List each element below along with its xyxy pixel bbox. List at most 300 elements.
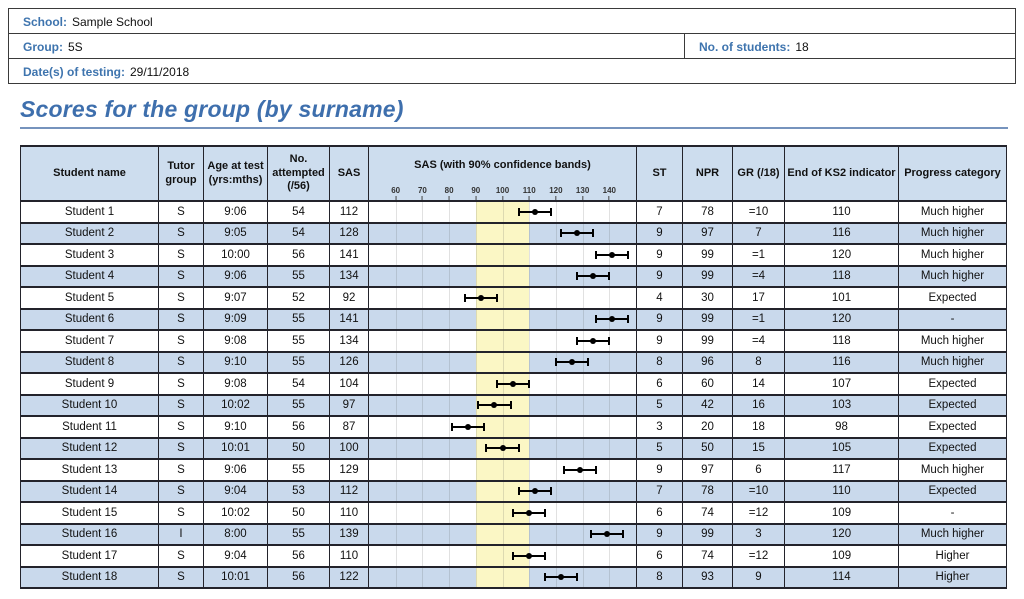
gridline-130 — [583, 310, 584, 330]
confidence-upper-cap — [518, 444, 520, 452]
gridline-130 — [583, 288, 584, 308]
st-cell: 6 — [637, 545, 683, 567]
ks2-indicator-cell: 109 — [785, 545, 899, 567]
tutor-group-cell: S — [159, 481, 204, 503]
sas-confidence-chart-cell — [369, 244, 637, 266]
sas-cell: 110 — [330, 502, 369, 524]
tutor-group-cell: S — [159, 395, 204, 417]
progress-category-cell: Much higher — [899, 223, 1007, 245]
sas-confidence-chart-cell — [369, 438, 637, 460]
npr-cell: 97 — [683, 459, 733, 481]
gridline-100 — [503, 503, 504, 523]
table-row — [21, 459, 1007, 481]
confidence-upper-cap — [592, 229, 594, 237]
sas-cell: 134 — [330, 330, 369, 352]
gridline-90 — [476, 245, 477, 265]
table-row — [21, 545, 1007, 567]
progress-category-cell: Expected — [899, 287, 1007, 309]
confidence-upper-cap — [510, 401, 512, 409]
gridline-90 — [476, 460, 477, 480]
gridline-90 — [476, 525, 477, 545]
confidence-upper-cap — [627, 251, 629, 259]
npr-cell: 99 — [683, 524, 733, 546]
gridline-120 — [556, 546, 557, 566]
axis-tick-70: 70 — [418, 187, 427, 200]
gridline-130 — [583, 503, 584, 523]
axis-tick-90: 90 — [471, 187, 480, 200]
sas-point-dot — [577, 467, 583, 473]
gridline-120 — [556, 245, 557, 265]
gridline-60 — [396, 224, 397, 244]
gridline-60 — [396, 245, 397, 265]
gridline-70 — [422, 568, 423, 588]
gridline-80 — [449, 245, 450, 265]
page-title: Scores for the group (by surname) — [20, 96, 404, 122]
sas-confidence-chart-cell — [369, 287, 637, 309]
sas-cell: 141 — [330, 244, 369, 266]
no-attempted-cell: 55 — [268, 459, 330, 481]
table-row — [21, 352, 1007, 374]
st-cell: 7 — [637, 481, 683, 503]
axis-tick-110: 110 — [523, 187, 536, 200]
progress-category-cell: Much higher — [899, 352, 1007, 374]
confidence-lower-cap — [496, 380, 498, 388]
student-name-cell: Student 1 — [21, 201, 159, 223]
sas-cell: 128 — [330, 223, 369, 245]
gr-cell: 18 — [733, 416, 785, 438]
table-row — [21, 373, 1007, 395]
sas-point-dot — [604, 531, 610, 537]
age-at-test-cell: 9:04 — [204, 481, 268, 503]
gridline-110 — [529, 331, 530, 351]
sas-cell: 141 — [330, 309, 369, 331]
sas-cell: 139 — [330, 524, 369, 546]
age-at-test-cell: 9:06 — [204, 459, 268, 481]
gridline-80 — [449, 525, 450, 545]
gr-cell: =4 — [733, 266, 785, 288]
gridline-130 — [583, 417, 584, 437]
gridline-70 — [422, 374, 423, 394]
gridline-100 — [503, 288, 504, 308]
gr-cell: 6 — [733, 459, 785, 481]
sas-confidence-chart-cell — [369, 309, 637, 331]
st-cell: 9 — [637, 309, 683, 331]
sas-cell: 104 — [330, 373, 369, 395]
gridline-110 — [529, 224, 530, 244]
table-row — [21, 502, 1007, 524]
st-cell: 9 — [637, 524, 683, 546]
gridline-140 — [609, 353, 610, 373]
sas-point-dot — [510, 381, 516, 387]
gridline-70 — [422, 482, 423, 502]
gridline-70 — [422, 460, 423, 480]
table-row — [21, 524, 1007, 546]
progress-category-cell: Expected — [899, 395, 1007, 417]
confidence-lower-cap — [576, 272, 578, 280]
sas-point-dot — [526, 510, 532, 516]
no-attempted-cell: 54 — [268, 373, 330, 395]
npr-cell: 50 — [683, 438, 733, 460]
tutor-group-cell: S — [159, 266, 204, 288]
students-count-label: No. of students: — [699, 40, 791, 54]
sas-cell: 100 — [330, 438, 369, 460]
gridline-90 — [476, 374, 477, 394]
confidence-upper-cap — [528, 380, 530, 388]
st-cell: 9 — [637, 244, 683, 266]
ks2-indicator-cell: 114 — [785, 567, 899, 589]
gridline-110 — [529, 396, 530, 416]
confidence-upper-cap — [550, 208, 552, 216]
col-header-sas: SAS — [330, 146, 369, 201]
gridline-80 — [449, 224, 450, 244]
gridline-90 — [476, 503, 477, 523]
gridline-110 — [529, 417, 530, 437]
sas-point-dot — [478, 295, 484, 301]
gridline-110 — [529, 245, 530, 265]
student-name-cell: Student 17 — [21, 545, 159, 567]
gr-cell: 9 — [733, 567, 785, 589]
age-at-test-cell: 10:02 — [204, 502, 268, 524]
confidence-lower-cap — [576, 337, 578, 345]
st-cell: 5 — [637, 438, 683, 460]
col-header-st: ST — [637, 146, 683, 201]
tutor-group-cell: S — [159, 438, 204, 460]
sas-cell: 87 — [330, 416, 369, 438]
gridline-60 — [396, 525, 397, 545]
ks2-indicator-cell: 101 — [785, 287, 899, 309]
sas-confidence-chart-cell — [369, 545, 637, 567]
gridline-70 — [422, 331, 423, 351]
table-row — [21, 438, 1007, 460]
confidence-lower-cap — [464, 294, 466, 302]
gridline-80 — [449, 267, 450, 287]
student-name-cell: Student 11 — [21, 416, 159, 438]
age-at-test-cell: 9:06 — [204, 266, 268, 288]
no-attempted-cell: 55 — [268, 330, 330, 352]
col-header-student-name: Student name — [21, 146, 159, 201]
gridline-100 — [503, 417, 504, 437]
gridline-90 — [476, 331, 477, 351]
gr-cell: =1 — [733, 244, 785, 266]
title-section — [20, 96, 1008, 129]
gridline-100 — [503, 331, 504, 351]
gridline-80 — [449, 460, 450, 480]
gridline-120 — [556, 202, 557, 222]
student-name-cell: Student 10 — [21, 395, 159, 417]
st-cell: 8 — [637, 352, 683, 374]
table-row — [21, 266, 1007, 288]
npr-cell: 30 — [683, 287, 733, 309]
gridline-100 — [503, 482, 504, 502]
gridline-110 — [529, 568, 530, 588]
student-name-cell: Student 6 — [21, 309, 159, 331]
confidence-lower-cap — [544, 573, 546, 581]
gridline-140 — [609, 482, 610, 502]
gridline-100 — [503, 245, 504, 265]
gridline-70 — [422, 503, 423, 523]
sas-confidence-chart-cell — [369, 352, 637, 374]
sas-point-dot — [491, 402, 497, 408]
no-attempted-cell: 55 — [268, 309, 330, 331]
confidence-upper-cap — [576, 573, 578, 581]
gridline-110 — [529, 353, 530, 373]
students-count-value: 18 — [795, 40, 809, 54]
npr-cell: 93 — [683, 567, 733, 589]
gridline-90 — [476, 224, 477, 244]
st-cell: 5 — [637, 395, 683, 417]
st-cell: 9 — [637, 459, 683, 481]
confidence-lower-cap — [595, 315, 597, 323]
tutor-group-cell: S — [159, 373, 204, 395]
sas-confidence-chart-cell — [369, 330, 637, 352]
age-at-test-cell: 9:08 — [204, 373, 268, 395]
gridline-140 — [609, 288, 610, 308]
ks2-indicator-cell: 109 — [785, 502, 899, 524]
gridline-120 — [556, 310, 557, 330]
gridline-120 — [556, 417, 557, 437]
sas-confidence-chart-cell — [369, 502, 637, 524]
sas-point-dot — [590, 338, 596, 344]
ks2-indicator-cell: 118 — [785, 330, 899, 352]
confidence-lower-cap — [485, 444, 487, 452]
age-at-test-cell: 8:00 — [204, 524, 268, 546]
gridline-130 — [583, 245, 584, 265]
sas-cell: 122 — [330, 567, 369, 589]
st-cell: 3 — [637, 416, 683, 438]
tutor-group-cell: S — [159, 287, 204, 309]
tutor-group-cell: S — [159, 244, 204, 266]
no-attempted-cell: 50 — [268, 438, 330, 460]
confidence-lower-cap — [451, 423, 453, 431]
group-box — [8, 33, 685, 59]
gridline-90 — [476, 310, 477, 330]
col-header-tutor-group: Tutor group — [159, 146, 204, 201]
gridline-80 — [449, 568, 450, 588]
gridline-60 — [396, 288, 397, 308]
gridline-140 — [609, 439, 610, 459]
gridline-70 — [422, 396, 423, 416]
sas-point-dot — [558, 574, 564, 580]
gr-cell: 16 — [733, 395, 785, 417]
student-name-cell: Student 18 — [21, 567, 159, 589]
gridline-80 — [449, 374, 450, 394]
student-name-cell: Student 9 — [21, 373, 159, 395]
gr-cell: 7 — [733, 223, 785, 245]
gridline-110 — [529, 267, 530, 287]
tutor-group-cell: S — [159, 223, 204, 245]
gridline-100 — [503, 224, 504, 244]
age-at-test-cell: 10:01 — [204, 438, 268, 460]
progress-category-cell: - — [899, 502, 1007, 524]
sas-confidence-chart-cell — [369, 395, 637, 417]
age-at-test-cell: 10:01 — [204, 567, 268, 589]
gridline-70 — [422, 288, 423, 308]
gridline-70 — [422, 353, 423, 373]
age-at-test-cell: 10:02 — [204, 395, 268, 417]
sas-confidence-chart-cell — [369, 459, 637, 481]
student-name-cell: Student 15 — [21, 502, 159, 524]
col-header-progress-category: Progress category — [899, 146, 1007, 201]
gridline-100 — [503, 525, 504, 545]
gr-cell: =4 — [733, 330, 785, 352]
gridline-100 — [503, 310, 504, 330]
gr-cell: =10 — [733, 481, 785, 503]
gridline-120 — [556, 503, 557, 523]
sas-point-dot — [500, 445, 506, 451]
gridline-90 — [476, 353, 477, 373]
age-at-test-cell: 9:04 — [204, 545, 268, 567]
gridline-130 — [583, 439, 584, 459]
student-name-cell: Student 13 — [21, 459, 159, 481]
sas-point-dot — [532, 209, 538, 215]
npr-cell: 74 — [683, 545, 733, 567]
sas-point-dot — [526, 553, 532, 559]
col-header-npr: NPR — [683, 146, 733, 201]
gridline-60 — [396, 546, 397, 566]
axis-tick-130: 130 — [576, 187, 589, 200]
npr-cell: 20 — [683, 416, 733, 438]
gridline-80 — [449, 546, 450, 566]
confidence-upper-cap — [595, 466, 597, 474]
col-header-sas-confidence-chart — [369, 146, 637, 201]
gridline-130 — [583, 202, 584, 222]
gridline-90 — [476, 568, 477, 588]
table-row — [21, 201, 1007, 223]
group-label: Group: — [23, 40, 63, 54]
gridline-70 — [422, 525, 423, 545]
gridline-60 — [396, 331, 397, 351]
sas-point-dot — [590, 273, 596, 279]
st-cell: 9 — [637, 223, 683, 245]
col-header-ks2-indicator: End of KS2 indicator — [785, 146, 899, 201]
progress-category-cell: Much higher — [899, 201, 1007, 223]
progress-category-cell: Higher — [899, 545, 1007, 567]
confidence-upper-cap — [544, 552, 546, 560]
tutor-group-cell: S — [159, 201, 204, 223]
gridline-70 — [422, 546, 423, 566]
progress-category-cell: Higher — [899, 567, 1007, 589]
no-attempted-cell: 56 — [268, 545, 330, 567]
gridline-100 — [503, 202, 504, 222]
progress-category-cell: Expected — [899, 438, 1007, 460]
school-value: Sample School — [72, 15, 153, 29]
confidence-upper-cap — [483, 423, 485, 431]
st-cell: 4 — [637, 287, 683, 309]
sas-cell: 92 — [330, 287, 369, 309]
no-attempted-cell: 52 — [268, 287, 330, 309]
progress-category-cell: Expected — [899, 416, 1007, 438]
student-name-cell: Student 5 — [21, 287, 159, 309]
ks2-indicator-cell: 110 — [785, 481, 899, 503]
ks2-indicator-cell: 120 — [785, 309, 899, 331]
gr-cell: 14 — [733, 373, 785, 395]
school-box — [8, 8, 1016, 34]
confidence-lower-cap — [590, 530, 592, 538]
col-header-no-attempted: No. attempted (/56) — [268, 146, 330, 201]
table-row — [21, 287, 1007, 309]
gridline-100 — [503, 267, 504, 287]
sas-cell: 134 — [330, 266, 369, 288]
gridline-60 — [396, 503, 397, 523]
gridline-120 — [556, 439, 557, 459]
gridline-100 — [503, 546, 504, 566]
progress-category-cell: Much higher — [899, 244, 1007, 266]
sas-confidence-chart-cell — [369, 481, 637, 503]
age-at-test-cell: 9:08 — [204, 330, 268, 352]
sas-confidence-chart-cell — [369, 524, 637, 546]
table-row — [21, 330, 1007, 352]
sas-cell: 112 — [330, 201, 369, 223]
progress-category-cell: Expected — [899, 373, 1007, 395]
gridline-110 — [529, 288, 530, 308]
progress-category-cell: Much higher — [899, 266, 1007, 288]
col-header-gr: GR (/18) — [733, 146, 785, 201]
sas-point-dot — [532, 488, 538, 494]
axis-tick-140: 140 — [603, 187, 616, 200]
no-attempted-cell: 55 — [268, 395, 330, 417]
confidence-upper-cap — [496, 294, 498, 302]
age-at-test-cell: 9:05 — [204, 223, 268, 245]
gridline-60 — [396, 439, 397, 459]
header-row — [21, 146, 1007, 201]
gridline-70 — [422, 439, 423, 459]
students-count-box — [684, 33, 1016, 59]
tutor-group-cell: S — [159, 416, 204, 438]
confidence-lower-cap — [563, 466, 565, 474]
title-underline — [20, 127, 1008, 129]
npr-cell: 96 — [683, 352, 733, 374]
report-info-header — [8, 8, 1016, 84]
gridline-140 — [609, 546, 610, 566]
st-cell: 9 — [637, 330, 683, 352]
sas-cell: 110 — [330, 545, 369, 567]
gridline-70 — [422, 267, 423, 287]
sas-confidence-chart-cell — [369, 567, 637, 589]
table-row — [21, 309, 1007, 331]
gridline-130 — [583, 546, 584, 566]
student-name-cell: Student 16 — [21, 524, 159, 546]
testing-date-value: 29/11/2018 — [130, 65, 190, 79]
student-name-cell: Student 7 — [21, 330, 159, 352]
st-cell: 6 — [637, 373, 683, 395]
confidence-lower-cap — [518, 487, 520, 495]
student-name-cell: Student 14 — [21, 481, 159, 503]
age-at-test-cell: 9:10 — [204, 416, 268, 438]
confidence-lower-cap — [512, 509, 514, 517]
student-name-cell: Student 8 — [21, 352, 159, 374]
sas-confidence-chart-cell — [369, 416, 637, 438]
gridline-60 — [396, 417, 397, 437]
table-row — [21, 416, 1007, 438]
tutor-group-cell: S — [159, 330, 204, 352]
student-name-cell: Student 4 — [21, 266, 159, 288]
gridline-130 — [583, 568, 584, 588]
progress-category-cell: Much higher — [899, 459, 1007, 481]
gridline-120 — [556, 396, 557, 416]
gridline-140 — [609, 224, 610, 244]
ks2-indicator-cell: 98 — [785, 416, 899, 438]
gridline-120 — [556, 331, 557, 351]
sas-point-dot — [574, 230, 580, 236]
npr-cell: 99 — [683, 309, 733, 331]
gridline-80 — [449, 396, 450, 416]
confidence-lower-cap — [477, 401, 479, 409]
gr-cell: 3 — [733, 524, 785, 546]
school-label: School: — [23, 15, 67, 29]
sas-confidence-chart-cell — [369, 201, 637, 223]
confidence-lower-cap — [555, 358, 557, 366]
ks2-indicator-cell: 107 — [785, 373, 899, 395]
